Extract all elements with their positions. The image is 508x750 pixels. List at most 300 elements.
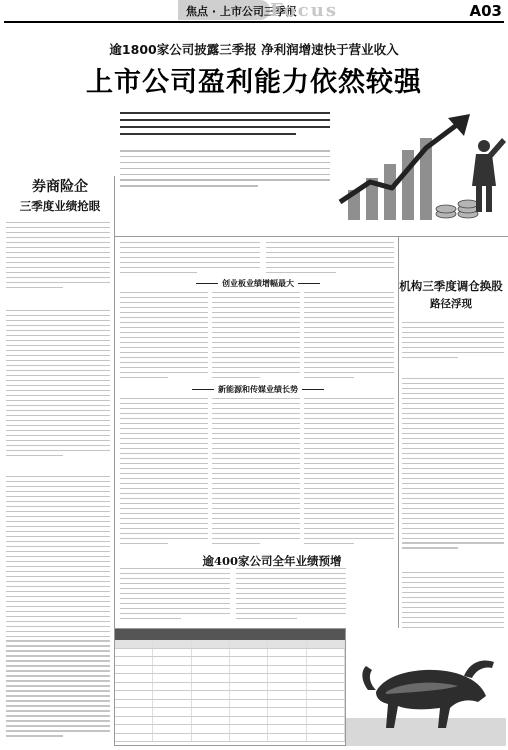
- middle-body-text: [120, 398, 208, 548]
- text-line: [6, 690, 110, 691]
- text-line: [120, 618, 181, 619]
- table-cell: [230, 700, 268, 708]
- text-line: [212, 483, 300, 484]
- text-line: [6, 596, 110, 597]
- text-line: [212, 362, 300, 363]
- text-line: [6, 315, 110, 316]
- text-line: [120, 423, 208, 424]
- text-line: [304, 362, 394, 363]
- text-line: [6, 531, 110, 532]
- text-line: [6, 685, 110, 686]
- left-body-text: [6, 310, 110, 460]
- table-cell: [268, 649, 306, 657]
- text-line: [6, 626, 110, 627]
- text-line: [120, 608, 230, 609]
- text-line: [402, 468, 504, 469]
- table-cell: [192, 666, 230, 674]
- table-cell: [192, 683, 230, 691]
- text-line: [120, 337, 208, 338]
- text-line: [120, 398, 208, 399]
- hero-title: 上市公司盈利能力依然较强: [86, 67, 422, 98]
- text-line: [6, 340, 110, 341]
- masthead-rule: [4, 21, 504, 23]
- table-cell: [192, 708, 230, 716]
- table-cell: [153, 649, 191, 657]
- table-cell: [192, 700, 230, 708]
- text-line: [6, 350, 110, 351]
- text-line: [120, 528, 208, 529]
- table-row: [115, 674, 345, 683]
- text-line: [6, 581, 110, 582]
- text-line: [6, 455, 63, 456]
- text-line: [402, 458, 504, 459]
- text-line: [6, 576, 110, 577]
- text-line: [6, 330, 110, 331]
- table-cell: [115, 734, 153, 742]
- text-line: [266, 257, 394, 258]
- table-cell: [153, 725, 191, 733]
- text-line: [402, 617, 504, 618]
- middle-body-text: [304, 292, 394, 382]
- table-cell: [307, 683, 345, 691]
- text-line: [212, 327, 300, 328]
- text-line: [212, 543, 260, 544]
- text-line: [304, 322, 394, 323]
- text-line: [120, 418, 208, 419]
- text-line: [304, 433, 394, 434]
- text-line: [6, 335, 110, 336]
- text-line: [6, 601, 110, 602]
- middle-subhead-3: 逾400家公司全年业绩预增: [202, 554, 342, 568]
- text-line: [304, 503, 394, 504]
- text-line: [304, 468, 394, 469]
- text-line: [6, 287, 63, 288]
- text-line: [402, 607, 504, 608]
- text-line: [120, 603, 230, 604]
- text-line: [212, 463, 300, 464]
- table-cell: [192, 657, 230, 665]
- text-line: [304, 423, 394, 424]
- table-cell: [230, 708, 268, 716]
- text-line: [6, 665, 110, 666]
- table-row: [115, 725, 345, 734]
- text-line: [120, 307, 208, 308]
- text-line: [6, 645, 110, 646]
- text-line: [402, 572, 504, 573]
- text-line: [402, 533, 504, 534]
- text-line: [212, 468, 300, 469]
- table-header-cell: [192, 640, 230, 648]
- right-article-title: [398, 278, 504, 311]
- table-header-cell: [268, 640, 306, 648]
- text-line: [212, 443, 300, 444]
- middle-body-text: [120, 292, 208, 382]
- text-line: [212, 332, 300, 333]
- text-line: [236, 593, 346, 594]
- text-line: [120, 438, 208, 439]
- text-line: [6, 247, 110, 248]
- table-cell: [230, 734, 268, 742]
- text-line: [6, 675, 110, 676]
- text-line: [6, 526, 110, 527]
- text-line: [6, 606, 110, 607]
- text-line: [212, 503, 300, 504]
- table-cell: [115, 674, 153, 682]
- table-cell: [230, 657, 268, 665]
- table-cell: [230, 725, 268, 733]
- text-line: [6, 670, 110, 671]
- text-line: [212, 473, 300, 474]
- text-line: [212, 342, 300, 343]
- text-line: [402, 423, 504, 424]
- text-line: [212, 352, 300, 353]
- text-line: [212, 337, 300, 338]
- text-line: [304, 438, 394, 439]
- text-line: [402, 582, 504, 583]
- text-line: [212, 493, 300, 494]
- text-line: [120, 347, 208, 348]
- text-line: [120, 578, 230, 579]
- focus-word: Focus: [270, 0, 338, 21]
- text-line: [402, 463, 504, 464]
- text-line: [304, 357, 394, 358]
- text-line: [304, 513, 394, 514]
- text-line: [6, 710, 110, 711]
- text-line: [236, 588, 346, 589]
- text-line: [120, 518, 208, 519]
- text-line: [402, 398, 504, 399]
- left-body-text: [6, 476, 110, 740]
- text-line: [304, 458, 394, 459]
- text-line: [402, 347, 504, 348]
- text-line: [120, 568, 230, 569]
- text-line: [304, 347, 394, 348]
- table-row: [115, 657, 345, 666]
- data-table: [114, 628, 346, 746]
- text-line: [6, 611, 110, 612]
- text-line: [6, 445, 110, 446]
- table-cell: [230, 691, 268, 699]
- text-line: [304, 372, 394, 373]
- table-cell: [115, 708, 153, 716]
- text-line: [120, 598, 230, 599]
- text-line: [304, 413, 394, 414]
- text-line: [212, 453, 300, 454]
- text-line: [120, 493, 208, 494]
- table-cell: [192, 674, 230, 682]
- table-cell: [115, 725, 153, 733]
- table-row: [115, 649, 345, 658]
- text-line: [304, 528, 394, 529]
- left-title-line1: 券商险企: [32, 179, 88, 195]
- text-line: [6, 720, 110, 721]
- text-line: [120, 257, 260, 258]
- table-cell: [115, 657, 153, 665]
- text-line: [304, 448, 394, 449]
- table-cell: [192, 734, 230, 742]
- text-line: [212, 312, 300, 313]
- text-line: [120, 413, 208, 414]
- text-line: [6, 420, 110, 421]
- table-row: [115, 691, 345, 700]
- middle-body-text: [266, 242, 394, 277]
- text-line: [6, 680, 110, 681]
- text-line: [212, 302, 300, 303]
- text-line: [120, 322, 208, 323]
- growth-chart-illustration-icon: [330, 102, 508, 230]
- text-line: [236, 598, 346, 599]
- text-line: [402, 592, 504, 593]
- text-line: [402, 332, 504, 333]
- table-cell: [153, 734, 191, 742]
- text-line: [120, 327, 208, 328]
- text-line: [6, 655, 110, 656]
- text-line: [402, 547, 458, 548]
- text-line: [6, 616, 110, 617]
- text-line: [6, 410, 110, 411]
- text-line: [402, 538, 504, 539]
- text-line: [212, 367, 300, 368]
- text-line: [120, 428, 208, 429]
- table-header-row: [115, 640, 345, 649]
- text-line: [304, 543, 354, 544]
- text-line: [266, 252, 394, 253]
- text-line: [212, 518, 300, 519]
- text-line: [6, 730, 110, 731]
- text-line: [120, 533, 208, 534]
- text-line: [212, 448, 300, 449]
- text-line: [236, 618, 297, 619]
- table-header-cell: [153, 640, 191, 648]
- text-line: [304, 508, 394, 509]
- text-line: [402, 597, 504, 598]
- text-line: [304, 312, 394, 313]
- text-line: [212, 478, 300, 479]
- bull-statue-photo-icon: [346, 632, 506, 746]
- text-line: [6, 700, 110, 701]
- text-line: [6, 536, 110, 537]
- text-line: [120, 367, 208, 368]
- text-line: [212, 292, 300, 293]
- masthead: [0, 0, 508, 22]
- text-line: [6, 725, 110, 726]
- text-line: [6, 481, 110, 482]
- text-line: [6, 355, 110, 356]
- text-line: [304, 403, 394, 404]
- left-article-title: [6, 176, 114, 214]
- text-line: [120, 613, 230, 614]
- text-line: [6, 252, 110, 253]
- text-line: [304, 478, 394, 479]
- text-line: [6, 546, 110, 547]
- text-line: [402, 488, 504, 489]
- text-line: [6, 491, 110, 492]
- text-line: [120, 267, 260, 268]
- table-cell: [268, 683, 306, 691]
- text-line: [402, 388, 504, 389]
- middle-body-text: [236, 568, 346, 623]
- text-line: [120, 443, 208, 444]
- text-line: [304, 317, 394, 318]
- text-line: [304, 307, 394, 308]
- hero-body-text: [120, 150, 350, 191]
- text-line: [6, 586, 110, 587]
- text-line: [402, 418, 504, 419]
- text-line: [212, 508, 300, 509]
- table-cell: [192, 725, 230, 733]
- text-line: [236, 568, 346, 569]
- middle-body-text: [212, 398, 300, 548]
- text-line: [402, 357, 458, 358]
- table-cell: [115, 691, 153, 699]
- text-line: [6, 345, 110, 346]
- text-line: [236, 583, 346, 584]
- text-line: [120, 312, 208, 313]
- text-line: [120, 252, 260, 253]
- table-header-cell: [307, 640, 345, 648]
- text-line: [304, 493, 394, 494]
- text-line: [402, 493, 504, 494]
- text-line: [6, 282, 110, 283]
- text-line: [6, 450, 110, 451]
- text-line: [402, 448, 504, 449]
- table-cell: [153, 674, 191, 682]
- text-line: [304, 428, 394, 429]
- text-line: [402, 337, 504, 338]
- text-line: [402, 408, 504, 409]
- section-rule: [114, 236, 508, 237]
- hero-kicker: 逾1800家公司披露三季报 净利润增速快于营业收入: [109, 42, 399, 57]
- text-line: [212, 528, 300, 529]
- text-line: [266, 242, 394, 243]
- table-cell: [115, 666, 153, 674]
- text-line: [6, 496, 110, 497]
- middle-body-text: [212, 292, 300, 382]
- text-line: [6, 715, 110, 716]
- text-line: [6, 385, 110, 386]
- middle-subhead-2-text: 新能源和传媒业绩长势: [218, 385, 298, 394]
- table-cell: [115, 717, 153, 725]
- text-line: [402, 587, 504, 588]
- text-line: [6, 272, 110, 273]
- table-cell: [307, 674, 345, 682]
- text-line: [266, 267, 394, 268]
- table-cell: [268, 657, 306, 665]
- table-cell: [268, 734, 306, 742]
- table-cell: [230, 666, 268, 674]
- text-line: [266, 262, 394, 263]
- text-line: [120, 453, 208, 454]
- text-line: [212, 498, 300, 499]
- right-body-text: [402, 322, 504, 362]
- text-line: [402, 473, 504, 474]
- table-cell: [268, 666, 306, 674]
- text-line: [6, 561, 110, 562]
- text-line: [304, 367, 394, 368]
- text-line: [6, 631, 110, 632]
- table-cell: [230, 674, 268, 682]
- text-line: [120, 332, 208, 333]
- text-line: [212, 458, 300, 459]
- table-row: [115, 666, 345, 675]
- text-line: [212, 513, 300, 514]
- text-line: [120, 362, 208, 363]
- table-title: [115, 629, 345, 640]
- text-line: [6, 237, 110, 238]
- text-line: [236, 608, 346, 609]
- text-line: [6, 521, 110, 522]
- text-line: [120, 513, 208, 514]
- text-line: [120, 292, 208, 293]
- table-cell: [307, 691, 345, 699]
- left-body-text: [6, 222, 110, 292]
- text-line: [212, 423, 300, 424]
- text-line: [304, 518, 394, 519]
- middle-subhead-2: [120, 384, 396, 395]
- text-line: [402, 627, 504, 628]
- text-line: [304, 408, 394, 409]
- text-line: [6, 556, 110, 557]
- text-line: [304, 443, 394, 444]
- table-cell: [115, 683, 153, 691]
- text-line: [402, 508, 504, 509]
- table-cell: [230, 649, 268, 657]
- table-header-cell: [115, 640, 153, 648]
- text-line: [6, 277, 110, 278]
- text-line: [120, 463, 208, 464]
- text-line: [212, 538, 300, 539]
- text-line: [120, 302, 208, 303]
- text-line: [120, 458, 208, 459]
- text-line: [402, 342, 504, 343]
- table-row: [115, 734, 345, 743]
- text-line: [212, 533, 300, 534]
- table-header-cell: [230, 640, 268, 648]
- text-line: [402, 403, 504, 404]
- text-line: [120, 523, 208, 524]
- text-line: [402, 453, 504, 454]
- text-line: [120, 408, 208, 409]
- text-line: [6, 400, 110, 401]
- table-cell: [307, 657, 345, 665]
- text-line: [120, 593, 230, 594]
- text-line: [120, 448, 208, 449]
- text-line: [212, 418, 300, 419]
- text-line: [6, 735, 63, 736]
- text-line: [212, 317, 300, 318]
- text-line: [402, 378, 504, 379]
- text-line: [212, 438, 300, 439]
- text-line: [120, 473, 208, 474]
- text-line: [304, 453, 394, 454]
- text-line: [6, 501, 110, 502]
- text-line: [402, 322, 504, 323]
- text-line: [304, 533, 394, 534]
- text-line: [212, 398, 300, 399]
- text-line: [6, 370, 110, 371]
- text-line: [402, 393, 504, 394]
- text-line: [402, 577, 504, 578]
- text-line: [6, 395, 110, 396]
- text-line: [120, 483, 208, 484]
- text-line: [402, 513, 504, 514]
- table-cell: [153, 700, 191, 708]
- text-line: [212, 428, 300, 429]
- text-line: [236, 573, 346, 574]
- text-line: [6, 375, 110, 376]
- text-line: [120, 317, 208, 318]
- text-line: [6, 476, 110, 477]
